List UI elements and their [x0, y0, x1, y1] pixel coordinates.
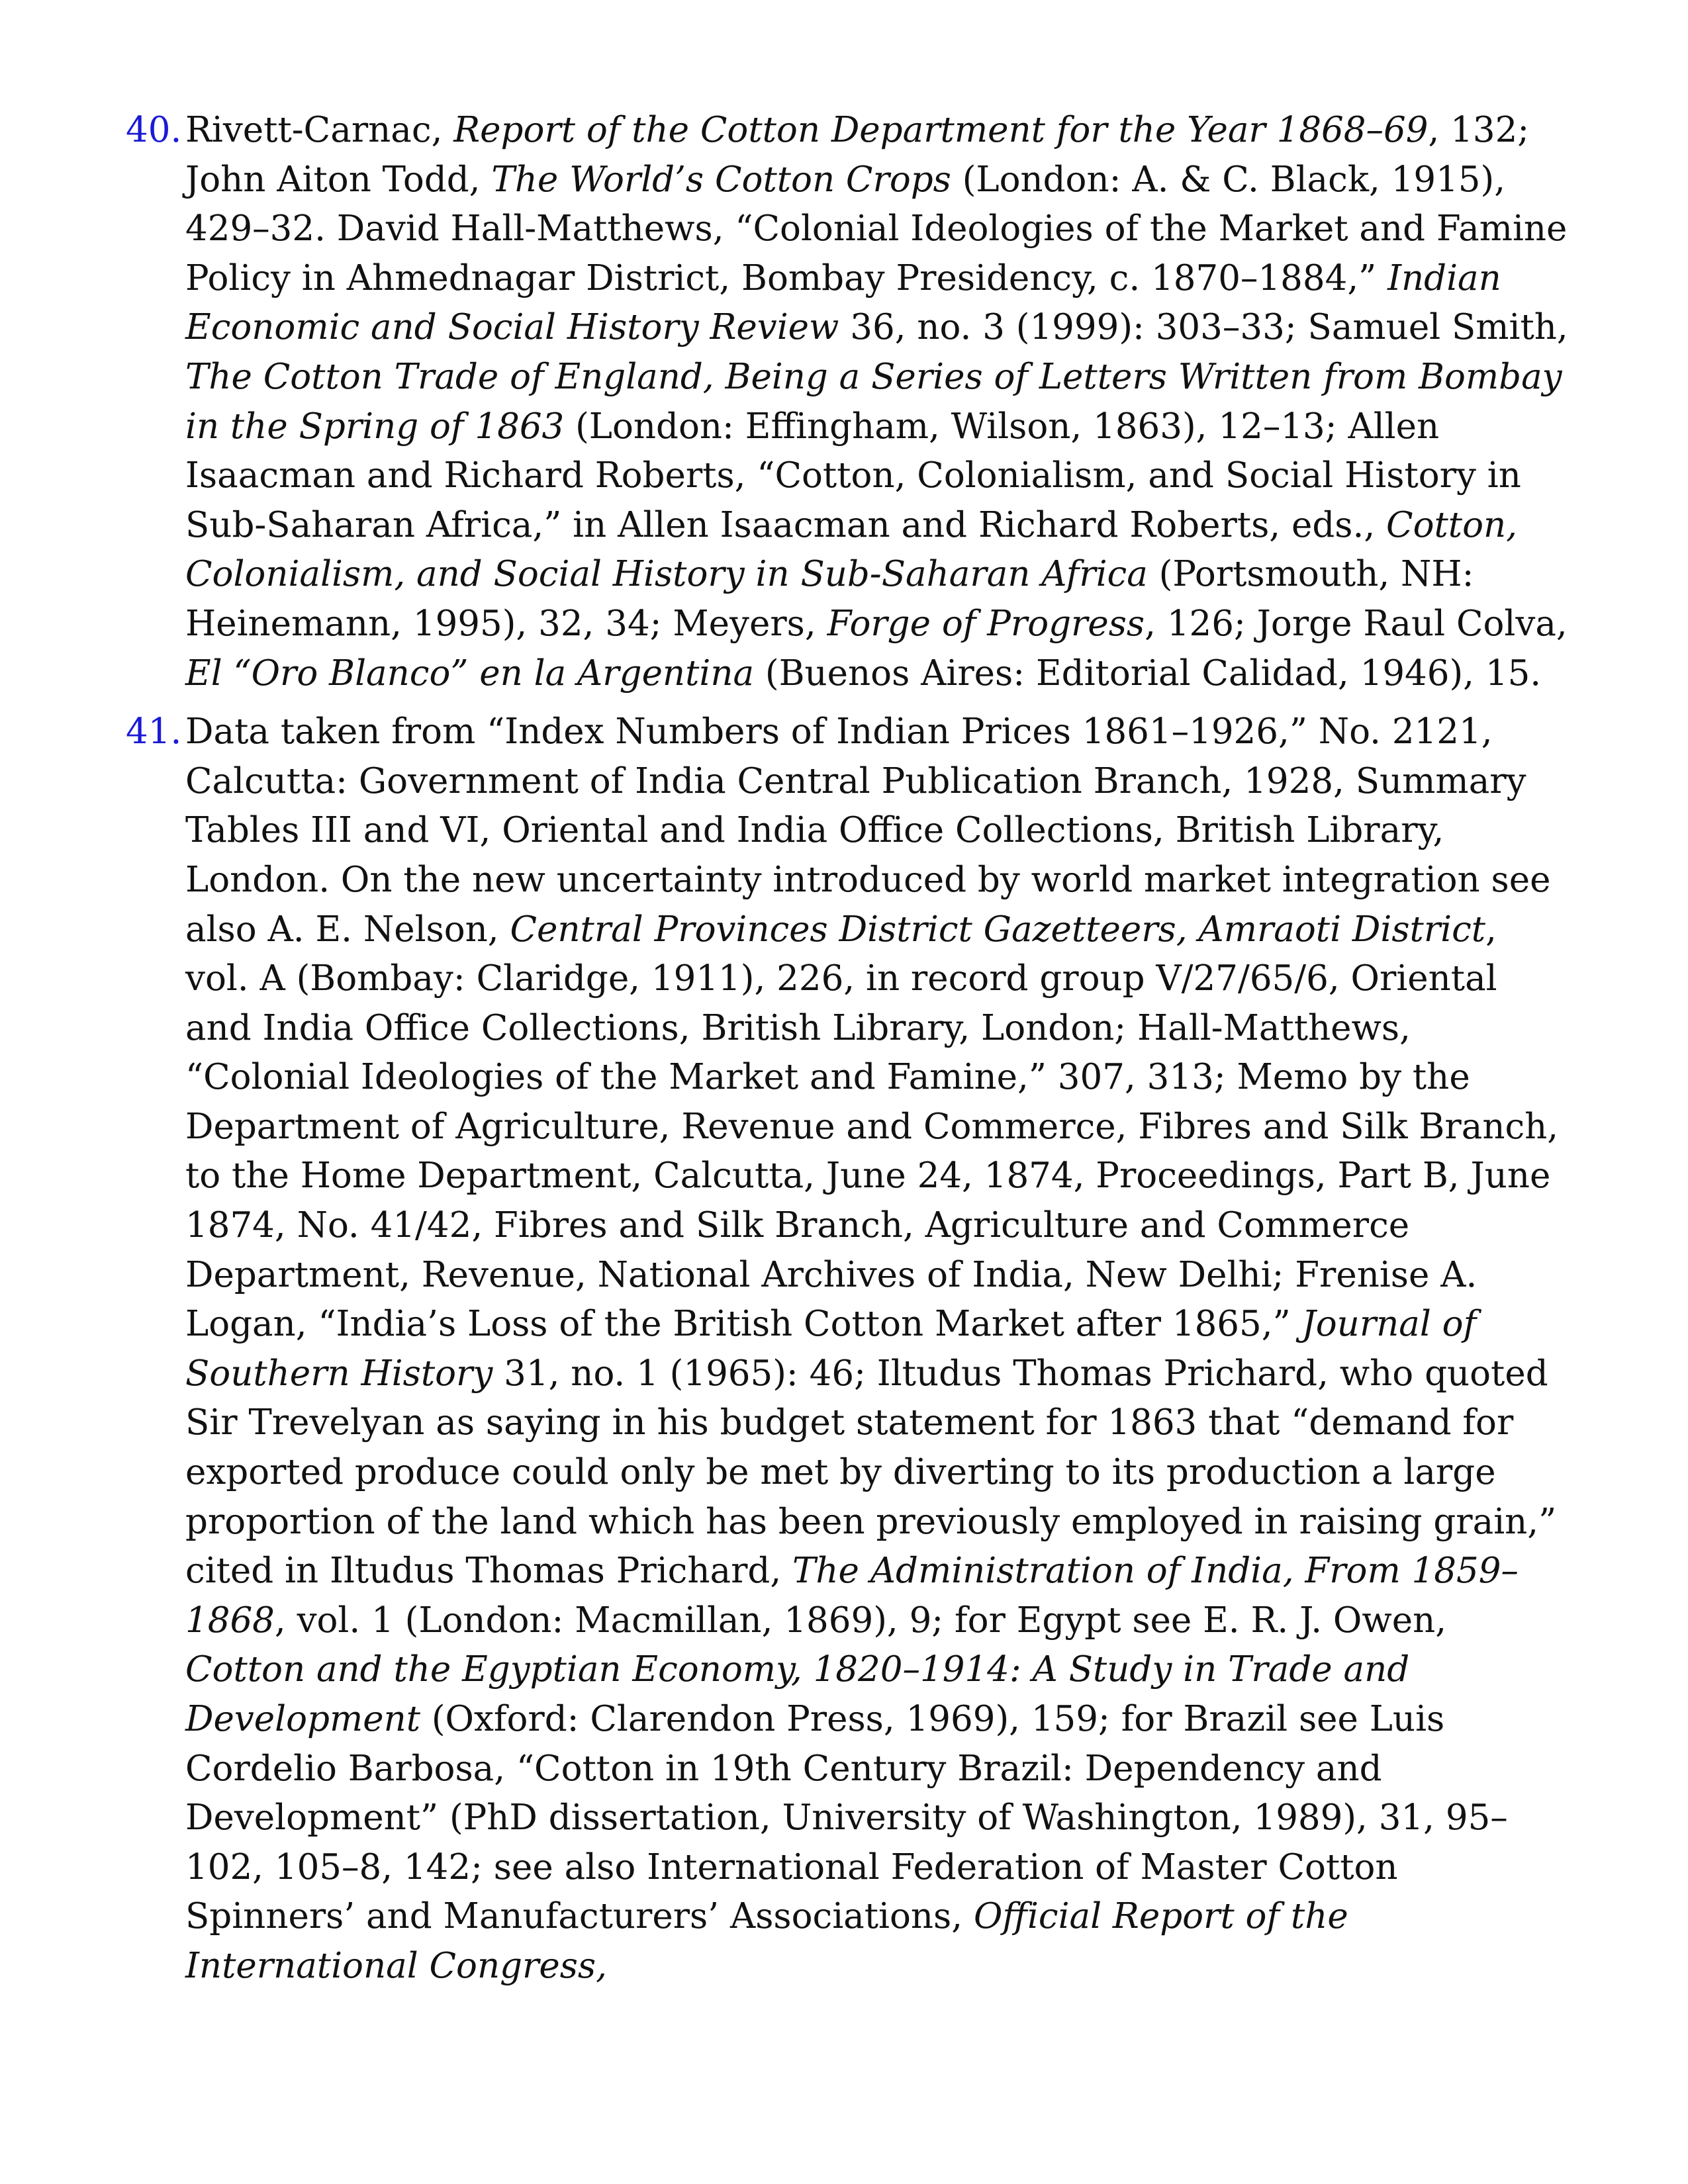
italic-title: The Administration of India, From 1859–1868: [185, 1551, 1519, 1641]
text-segment: , vol. 1 (London: Macmillan, 1869), 9; for Egypt see E. R. J. Owen,: [274, 1600, 1447, 1641]
italic-title: Cotton and the Egyptian Economy, 1820–1914: A Study in Trade and Development: [185, 1649, 1410, 1739]
endnotes-page: [126, 106, 1569, 2001]
text-segment: , vol. A (Bombay: Claridge, 1911), 226, in record group V/27/65/6, Oriental and India Office Collections, British Library, London; Hall-Matthews, “Colonial Ideologies of the Market and Famine,” 307, 313; Memo by the Department of Agriculture, Revenue and Commerce, Fibres and Silk Branch, to the Home Department, Calcutta, June 24, 1874, Proceedings, Part B, June 1874, No. 41/42, Fibres and Silk Branch, Agriculture and Commerce Department, Revenue, National Archives of India, New Delhi; Frenise A. Logan, “India’s Loss of the British Cotton Market after 1865,”: [185, 909, 1559, 1345]
endnote-text: [185, 106, 1569, 698]
text-segment: (London: Effingham, Wilson, 1863), 12–13; Allen Isaacman and Richard Roberts, “Cotton, Colonialism, and Social History in Sub-Saharan Africa,” in Allen Isaacman and Richard Roberts, eds.,: [185, 406, 1521, 545]
endnote-number-link[interactable]: 41.: [126, 711, 182, 752]
italic-title: Official Report of the International Congress,: [185, 1896, 1348, 1986]
text-segment: Rivett-Carnac,: [185, 110, 454, 150]
italic-title: Report of the Cotton Department for the Year 1868–69: [453, 110, 1429, 150]
italic-title: Journal of Southern History: [185, 1304, 1477, 1394]
text-segment: (Oxford: Clarendon Press, 1969), 159; for Brazil see Luis Cordelio Barbosa, “Cotton in 19th Century Brazil: Dependency and Development” (PhD dissertation, University of Washington, 1989), 31, 95–102, 105–8, 142; see also International Federation of Master Cotton Spinners’ and Manufacturers’ Associations,: [185, 1699, 1508, 1937]
italic-title: Indian Economic and Social History Review: [185, 257, 1501, 348]
italic-title: The World’s Cotton Crops: [491, 159, 951, 200]
text-segment: , 126; Jorge Raul Colva,: [1145, 603, 1568, 644]
italic-title: The Cotton Trade of England, Being a Series of Letters Written from Bombay in the Spring of 1863: [185, 356, 1562, 447]
text-segment: (Buenos Aires: Editorial Calidad, 1946), 15.: [754, 653, 1542, 694]
text-segment: , 132; John Aiton Todd,: [185, 110, 1530, 200]
italic-title: Cotton, Colonialism, and Social History in Sub-Saharan Africa: [185, 504, 1517, 595]
text-segment: 36, no. 3 (1999): 303–33; Samuel Smith,: [839, 307, 1568, 348]
endnote-41: [126, 707, 1569, 1991]
text-segment: (Portsmouth, NH: Heinemann, 1995), 32, 34; Meyers,: [185, 554, 1474, 644]
italic-title: Forge of Progress: [827, 603, 1145, 644]
text-segment: Data taken from “Index Numbers of Indian Prices 1861–1926,” No. 2121, Calcutta: Government of India Central Publication Branch, 1928, Summary Tables III and VI, Oriental and India Office Collections, British Library, London. On the new uncertainty introduced by world market integration see also A. E. Nelson,: [185, 711, 1551, 950]
endnote-number-link[interactable]: 40.: [126, 110, 182, 150]
italic-title: Central Provinces District Gazetteers, Amraoti District: [510, 909, 1486, 950]
endnote-text: [185, 707, 1569, 1991]
endnote-40: [126, 106, 1569, 698]
italic-title: El “Oro Blanco” en la Argentina: [185, 653, 755, 694]
text-segment: (London: A. & C. Black, 1915), 429–32. David Hall-Matthews, “Colonial Ideologies of the Market and Famine Policy in Ahmednagar District, Bombay Presidency, c. 1870–1884,”: [185, 159, 1568, 298]
text-segment: 31, no. 1 (1965): 46; Iltudus Thomas Prichard, who quoted Sir Trevelyan as saying in his budget statement for 1863 that “demand for exported produce could only be met by diverting to its production a large proportion of the land which has been previously employed in raising grain,” cited in Iltudus Thomas Prichard,: [185, 1353, 1557, 1592]
